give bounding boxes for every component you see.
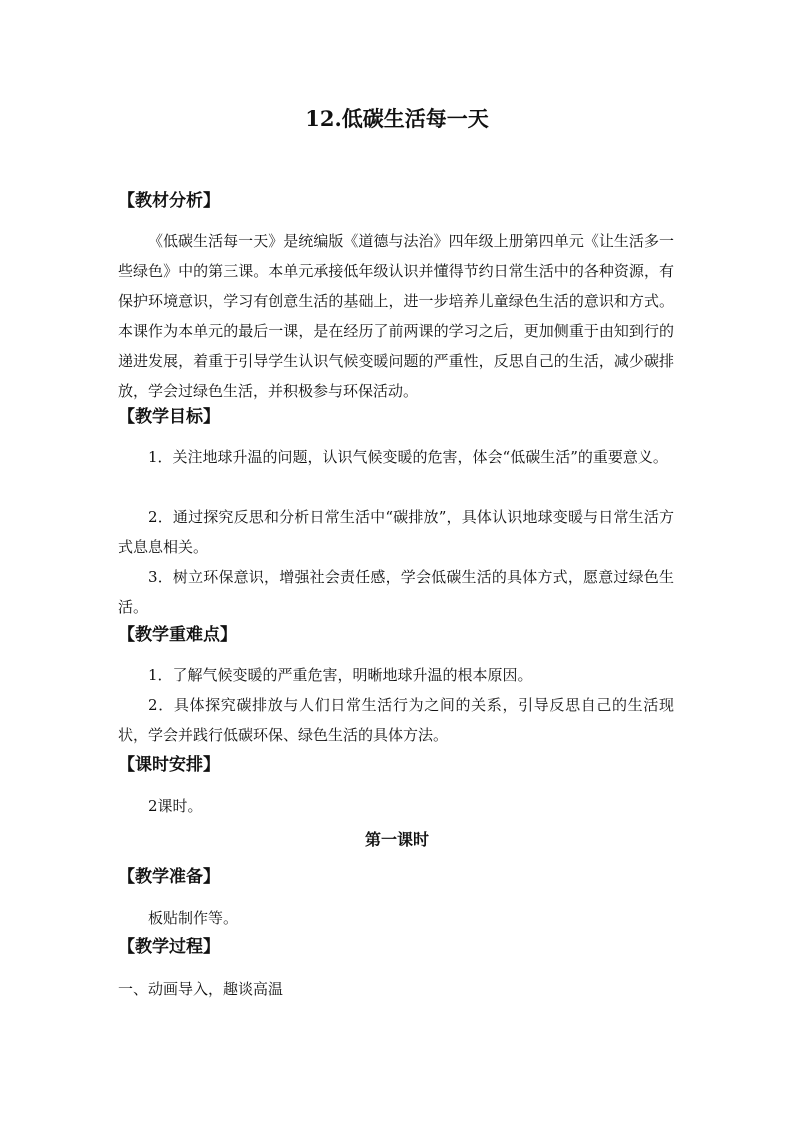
heading-textbook-analysis: 【教材分析】 (118, 191, 220, 211)
heading-key-points: 【教学重难点】 (118, 625, 237, 645)
document-title: 12.低碳生活每一天 (305, 106, 489, 131)
key-point-item-2: 2．具体探究碳排放与人们日常生活行为之间的关系，引导反思自己的生活现状，学会并践行低碳环保、绿色生活的具体方法。 (118, 696, 674, 744)
textbook-analysis-paragraph: 《低碳生活每一天》是统编版《道德与法治》四年级上册第四单元《让生活多一些绿色》中的第三课。本单元承接低年级认识并懂得节约日常生活中的各种资源，有保护环境意识，学习有创意生活的基础上，进一步培养儿童绿色生活的意识和方式。本课作为本单元的最后一课，是在经历了前两课的学习之后，更加侧重于由知到行的递进发展，着重于引导学生认识气候变暖问题的严重性，反思自己的生活，减少碳排放，学会过绿色生活，并积极参与环保活动。 (118, 232, 674, 400)
goal-item-3: 3．树立环保意识，增强社会责任感，学会低碳生活的具体方式，愿意过绿色生活。 (118, 568, 674, 616)
goal-item-2: 2．通过探究反思和分析日常生活中“碳排放”，具体认识地球变暖与日常生活方式息息相关。 (118, 508, 674, 556)
heading-process: 【教学过程】 (118, 937, 220, 957)
goal-item-1: 1．关注地球升温的问题，认识气候变暖的危害，体会“低碳生活”的重要意义。 (148, 448, 668, 466)
schedule-text: 2课时。 (148, 797, 203, 815)
lesson-title: 第一课时 (364, 830, 429, 849)
heading-schedule: 【课时安排】 (118, 755, 220, 775)
preparation-text: 板贴制作等。 (148, 909, 239, 927)
heading-preparation: 【教学准备】 (118, 867, 220, 887)
key-point-item-1: 1．了解气候变暖的严重危害，明晰地球升温的根本原因。 (148, 666, 533, 684)
heading-teaching-goals: 【教学目标】 (118, 407, 220, 427)
process-step-1: 一、动画导入，趣谈高温 (118, 980, 284, 998)
